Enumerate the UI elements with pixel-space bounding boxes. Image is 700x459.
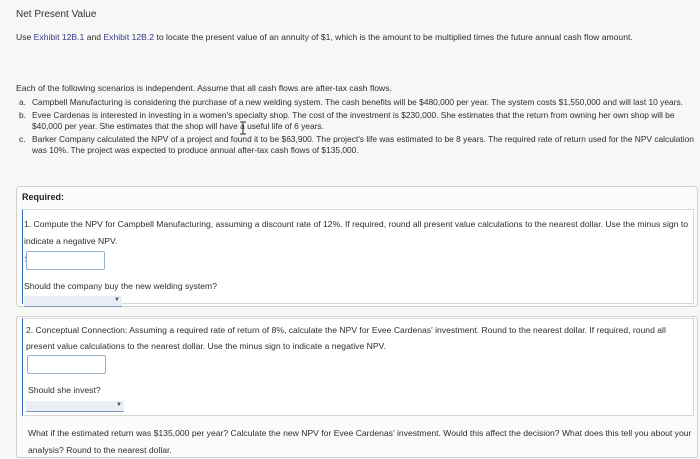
q1-npv-input[interactable] [26, 251, 105, 270]
question-1-text: 1. Compute the NPV for Campbell Manufacturing, assuming a discount rate of 12%. If required, round all present value calculations to the nearest dollar. Use the minus sign to indicate a negative NPV. [24, 219, 688, 246]
scenario-item-a [19, 97, 699, 109]
q1-decision-select[interactable] [24, 296, 122, 307]
intro-before: Use [16, 32, 34, 42]
q2-npv-input[interactable] [27, 355, 106, 374]
scenario-list [19, 97, 699, 158]
q1-followup-text: Should the company buy the new welding system? [24, 281, 217, 291]
scenario-text: Evee Cardenas is interested in investing in a women's specialty shop. The cost of the investment is $230,000. She estimates that the return from owning her own shop will be $40,000 per year. She estimates that the shop will have a useful life of 6 years. [32, 109, 675, 131]
chevron-down-icon: ▼ [114, 297, 120, 303]
intro-text [16, 29, 692, 45]
scenario-marker: b. [19, 109, 26, 120]
intro-mid: and [84, 32, 104, 42]
q2-followup-text: Should she invest? [28, 385, 101, 395]
scenario-item-b [19, 110, 699, 133]
question-3-text: What if the estimated return was $135,000 per year? Calculate the new NPV for Evee Cardenas' investment. Would this affect the decision? What does this tell you about your analysis? Round to the nearest dollar. [28, 428, 692, 455]
scenario-marker: c. [19, 133, 26, 144]
scenario-text: Barker Company calculated the NPV of a project and found it to be $63,900. The project's life was estimated to be 8 years. The required rate of return used for the NPV calculation was 10%. The project was expected to produce annual after-tax cash flows of $135,000. [32, 133, 694, 155]
chevron-down-icon: ▼ [116, 402, 122, 408]
text-cursor-icon [239, 121, 247, 135]
question-2-text: 2. Conceptual Connection: Assuming a required rate of return of 8%, calculate the NPV for Evee Cardenas' investment. Round to the nearest dollar. If required, round all present value calculations to the nearest dollar. Use the minus sign to indicate a negative NPV. [26, 325, 666, 351]
required-title: Required: [22, 192, 65, 202]
scenario-marker: a. [19, 97, 26, 107]
scenario-item-c [19, 134, 699, 157]
q2-decision-select[interactable] [26, 401, 124, 412]
intro-after: to locate the present value of an annuity of $1, which is the amount to be multiplied times the future annual cash flow amount. [154, 32, 633, 42]
scenario-text: Campbell Manufacturing is considering the purchase of a new welding system. The cash benefits will be $480,000 per year. The system costs $1,550,000 and will last 10 years. [32, 97, 683, 107]
exhibit-12b2-link[interactable]: Exhibit 12B.2 [103, 32, 155, 42]
scenarios-heading: Each of the following scenarios is independent. Assume that all cash flows are after-tax cash flows. [16, 83, 392, 93]
exhibit-12b1-link[interactable]: Exhibit 12B.1 [33, 32, 85, 42]
page-title: Net Present Value [16, 9, 97, 20]
